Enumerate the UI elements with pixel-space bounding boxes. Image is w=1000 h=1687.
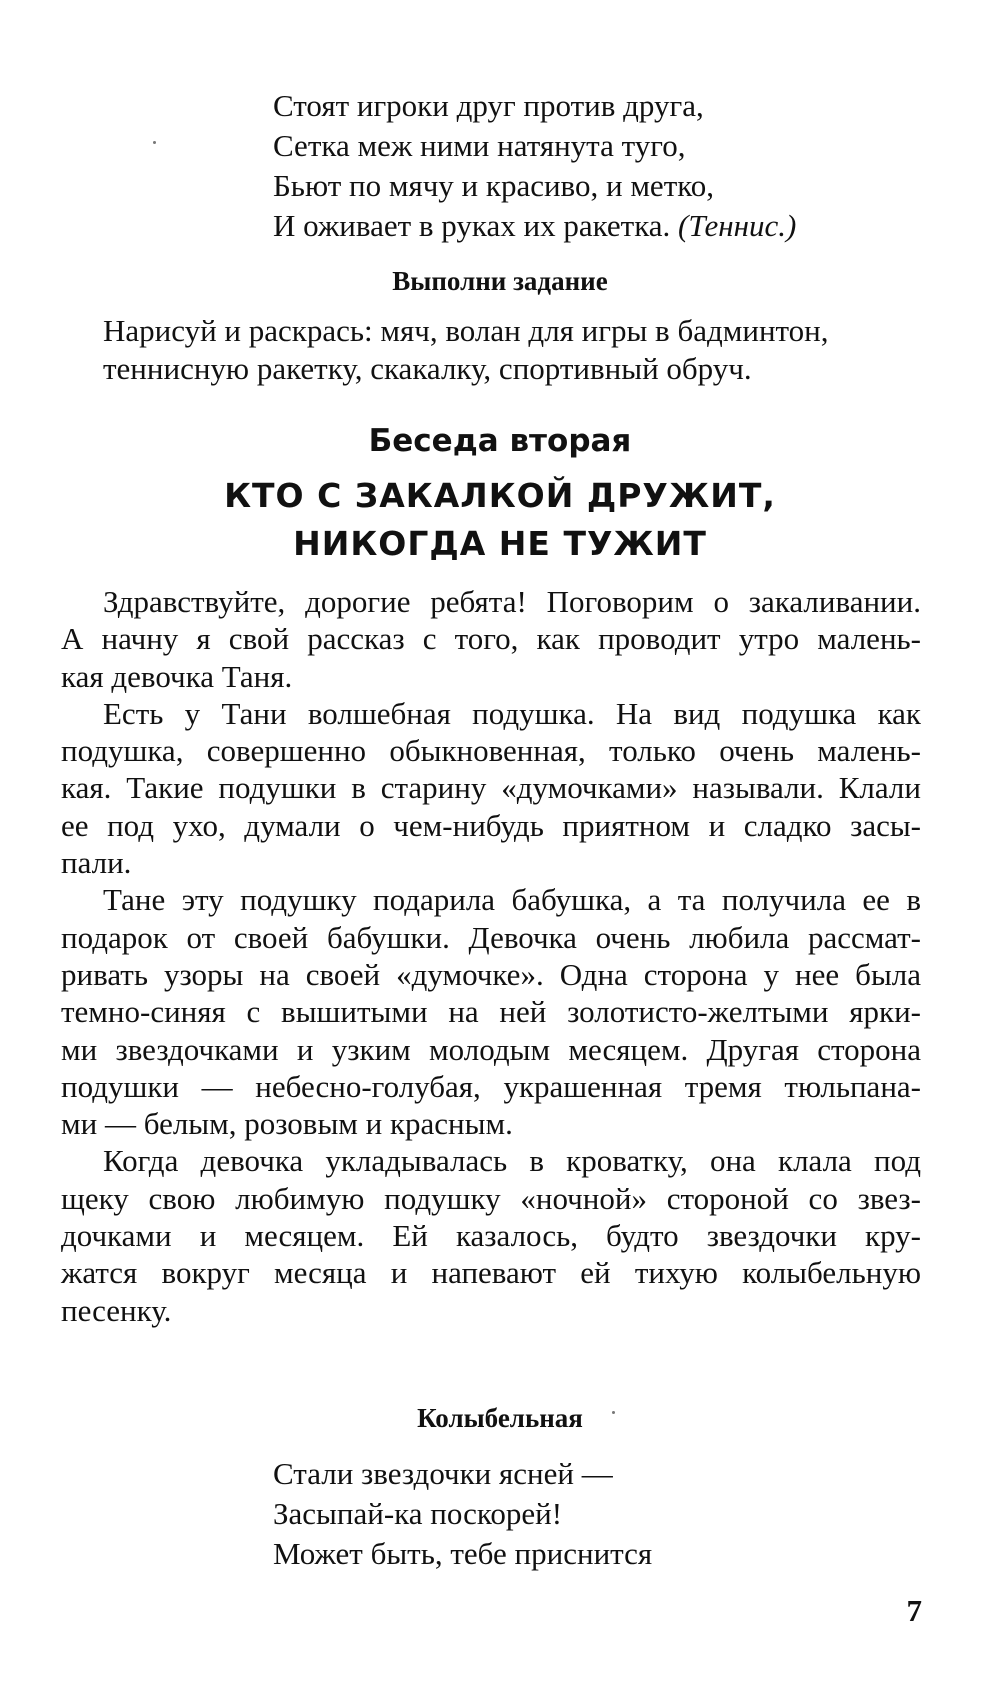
lullaby-heading: Колыбельная — [417, 1403, 583, 1433]
poem-line-text: И оживает в руках их ракетка. — [273, 208, 671, 243]
poem-line: Засыпай-ка поскорей! — [273, 1496, 563, 1531]
page-number: 7 — [906, 1593, 922, 1628]
body-text — [61, 583, 921, 1329]
body-line: кая. Такие подушки в старину «думочками» называли. Клали — [61, 770, 921, 806]
body-line: жатся вокруг месяца и напевают ей тихую колыбельную — [61, 1255, 921, 1291]
task-line: теннисную ракетку, скакалку, спортивный обруч. — [103, 351, 752, 386]
chapter-title-line: КТО С ЗАКАЛКОЙ ДРУЖИТ, — [224, 476, 776, 515]
print-speck — [612, 1411, 615, 1414]
task-heading: Выполни задание — [392, 266, 608, 296]
body-line: ми звездочками и узким молодым месяцем. Другая сторона — [61, 1031, 921, 1067]
task-line: Нарисуй и раскрась: мяч, волан для игры в бадминтон, — [103, 313, 829, 348]
tennis-riddle-poem — [273, 86, 796, 246]
body-line: дочками и месяцем. Ей казалось, будто звездочки кру- — [61, 1218, 921, 1254]
body-line: Здравствуйте, дорогие ребята! Поговорим о закаливании. — [103, 584, 921, 619]
body-line: пали. — [61, 845, 132, 881]
body-line: подушка, совершенно обыкновенная, только очень малень- — [61, 733, 921, 769]
body-line: ее под ухо, думали о чем-нибудь приятном и сладко засы- — [61, 807, 921, 843]
body-line: подушки — небесно-голубая, украшенная тремя тюльпана- — [61, 1068, 921, 1104]
riddle-answer: (Теннис.) — [678, 208, 797, 243]
poem-line: Стоят игроки друг против друга, — [273, 88, 704, 123]
body-line: песенку. — [61, 1292, 172, 1328]
chapter-title — [0, 472, 1000, 568]
task-text — [103, 312, 920, 388]
poem-line — [273, 206, 796, 246]
print-speck — [153, 141, 156, 144]
body-line: подарок от своей бабушки. Девочка очень любила рассмат- — [61, 919, 921, 955]
lullaby-poem — [273, 1454, 652, 1574]
poem-line: Бьют по мячу и красиво, и метко, — [273, 168, 714, 203]
body-line: Когда девочка укладывалась в кроватку, она клала под — [103, 1143, 921, 1179]
body-line: щеку свою любимую подушку «ночной» стороной со звез- — [61, 1180, 921, 1216]
body-line: кая девочка Таня. — [61, 658, 293, 694]
body-line: темно-синяя с вышитыми на ней золотисто-желтыми ярки- — [61, 994, 921, 1030]
body-line: ми — белым, розовым и красным. — [61, 1106, 513, 1142]
body-line: Есть у Тани волшебная подушка. На вид подушка как — [103, 695, 921, 731]
chapter-title-line: НИКОГДА НЕ ТУЖИТ — [293, 524, 707, 563]
body-line: Тане эту подушку подарила бабушка, а та получила ее в — [103, 882, 921, 918]
talk-label: Беседа вторая — [368, 423, 632, 459]
poem-line: Сетка меж ними натянута туго, — [273, 128, 686, 163]
poem-line: Может быть, тебе приснится — [273, 1536, 653, 1571]
poem-line: Стали звездочки ясней — — [273, 1456, 613, 1491]
body-line: ривать узоры на своей «думочке». Одна сторона у нее была — [61, 956, 921, 992]
body-line: А начну я свой рассказ с того, как проводит утро малень- — [61, 621, 921, 657]
